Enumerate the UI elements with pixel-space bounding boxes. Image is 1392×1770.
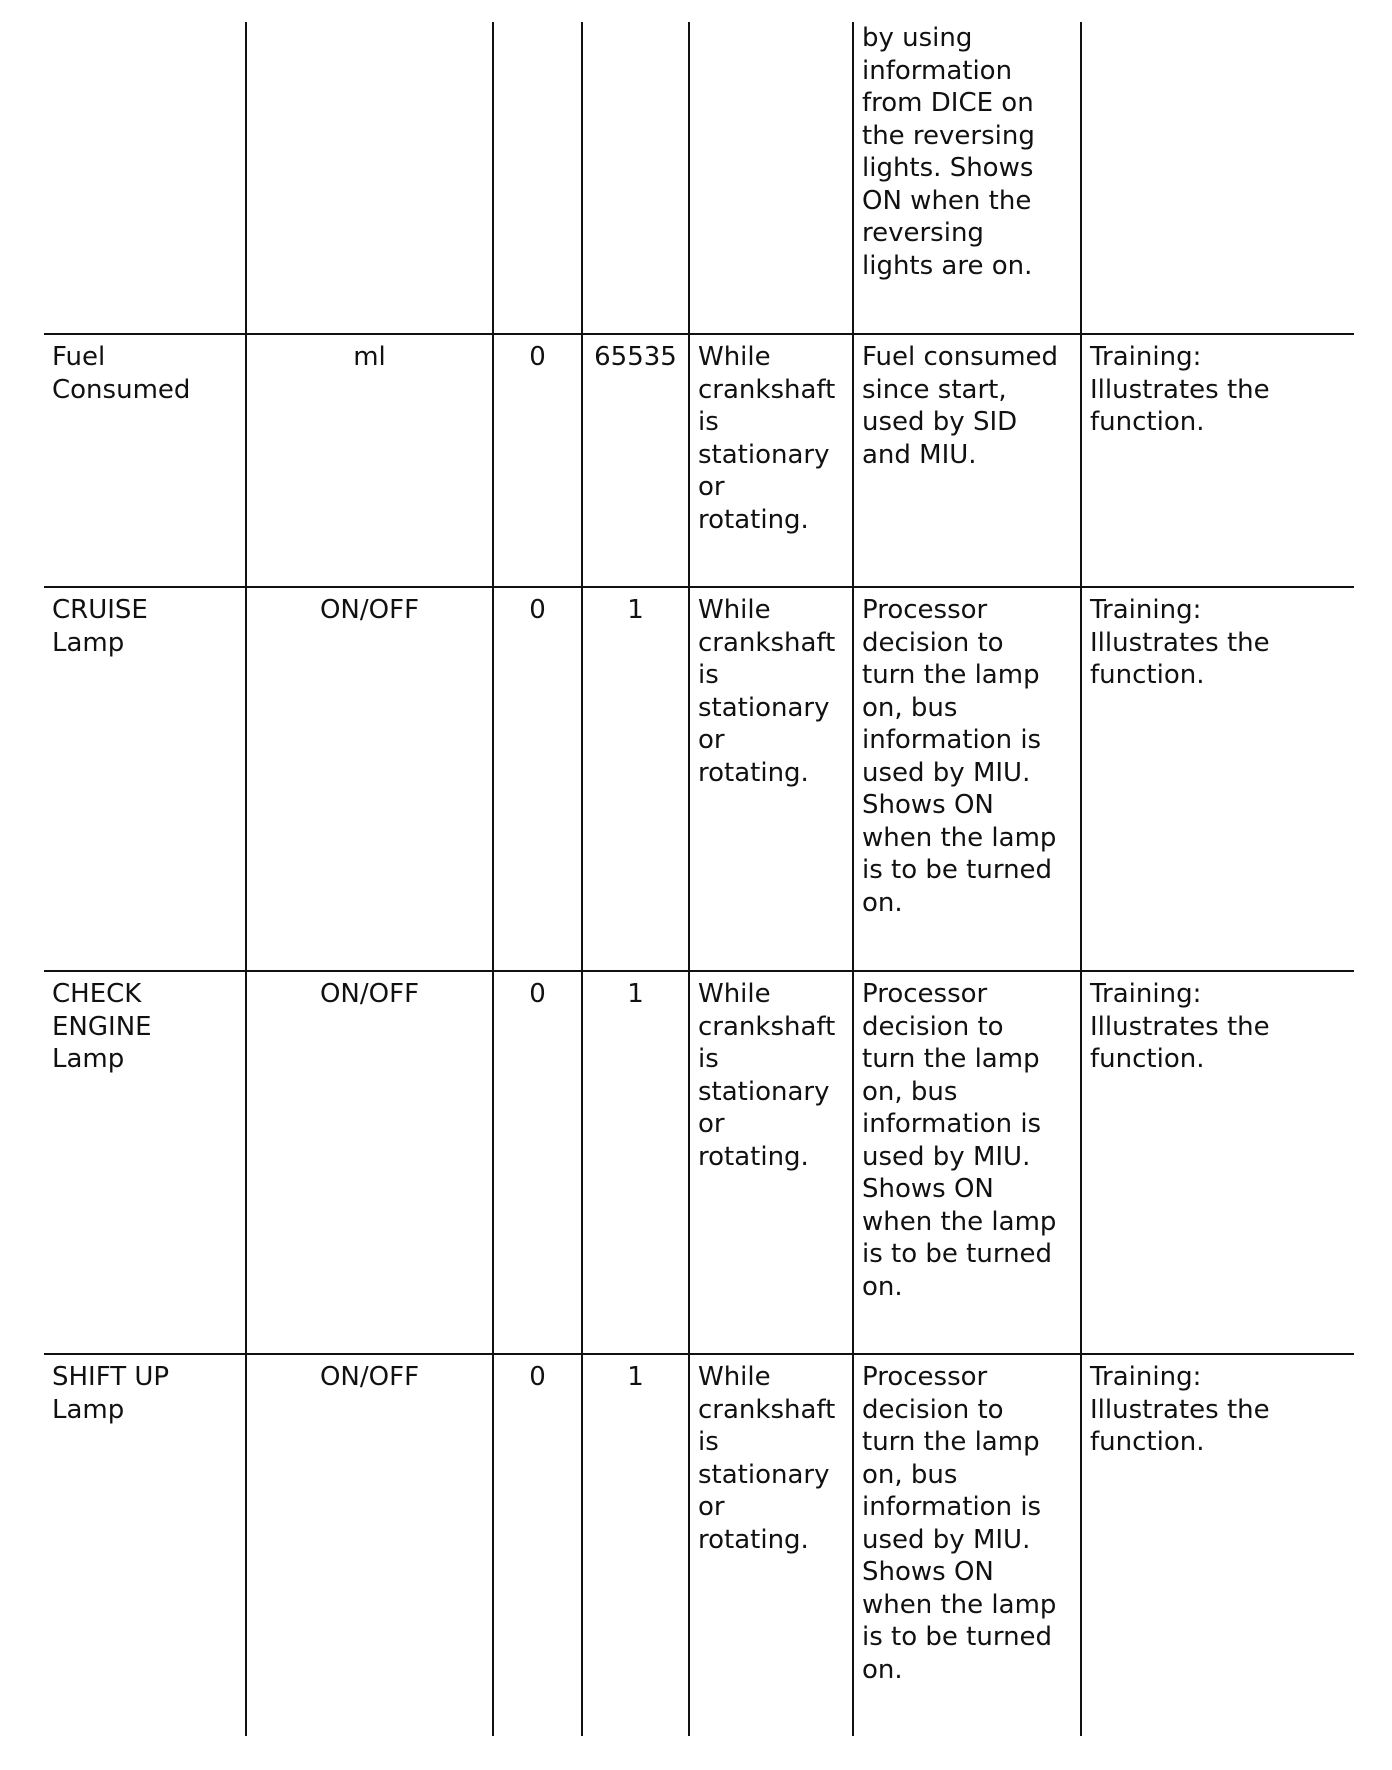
purpose-cell: Training: Illustrates the function. (1081, 587, 1354, 971)
condition-cell: While crankshaft is stationary or rotating. (689, 1354, 853, 1736)
purpose-cell: Training: Illustrates the function. (1081, 971, 1354, 1354)
description-cell: Processor decision to turn the lamp on, bus information is used by MIU. Shows ON when the lamp is to be turned on. (853, 971, 1081, 1354)
condition-cell: While crankshaft is stationary or rotating. (689, 971, 853, 1354)
condition-cell: While crankshaft is stationary or rotating. (689, 334, 853, 587)
max-value-cell: 1 (582, 587, 689, 971)
condition-cell: While crankshaft is stationary or rotating. (689, 587, 853, 971)
description-cell: Fuel consumed since start, used by SID and MIU. (853, 334, 1081, 587)
max-value-cell: 65535 (582, 334, 689, 587)
signal-name-cell: SHIFT UP Lamp (44, 1354, 246, 1736)
description-cell: by using information from DICE on the reversing lights. Shows ON when the reversing lights are on. (853, 22, 1081, 334)
purpose-cell: Training: Illustrates the function. (1081, 1354, 1354, 1736)
signal-name-cell: CRUISE Lamp (44, 587, 246, 971)
max-value-cell: 1 (582, 971, 689, 1354)
min-value-cell (493, 22, 582, 334)
unit-cell (246, 22, 493, 334)
min-value-cell: 0 (493, 971, 582, 1354)
signal-name-cell (44, 22, 246, 334)
table-row (44, 1354, 1354, 1736)
signal-name-cell: CHECK ENGINE Lamp (44, 971, 246, 1354)
purpose-cell: Training: Illustrates the function. (1081, 334, 1354, 587)
condition-cell (689, 22, 853, 334)
signal-table (44, 22, 1354, 1736)
table-row (44, 587, 1354, 971)
max-value-cell (582, 22, 689, 334)
table-row (44, 971, 1354, 1354)
description-cell: Processor decision to turn the lamp on, bus information is used by MIU. Shows ON when the lamp is to be turned on. (853, 587, 1081, 971)
unit-cell: ON/OFF (246, 1354, 493, 1736)
purpose-cell (1081, 22, 1354, 334)
table-row (44, 334, 1354, 587)
min-value-cell: 0 (493, 1354, 582, 1736)
unit-cell: ml (246, 334, 493, 587)
description-cell: Processor decision to turn the lamp on, bus information is used by MIU. Shows ON when the lamp is to be turned on. (853, 1354, 1081, 1736)
table-row (44, 22, 1354, 334)
signal-name-cell: Fuel Consumed (44, 334, 246, 587)
unit-cell: ON/OFF (246, 971, 493, 1354)
min-value-cell: 0 (493, 334, 582, 587)
unit-cell: ON/OFF (246, 587, 493, 971)
min-value-cell: 0 (493, 587, 582, 971)
max-value-cell: 1 (582, 1354, 689, 1736)
